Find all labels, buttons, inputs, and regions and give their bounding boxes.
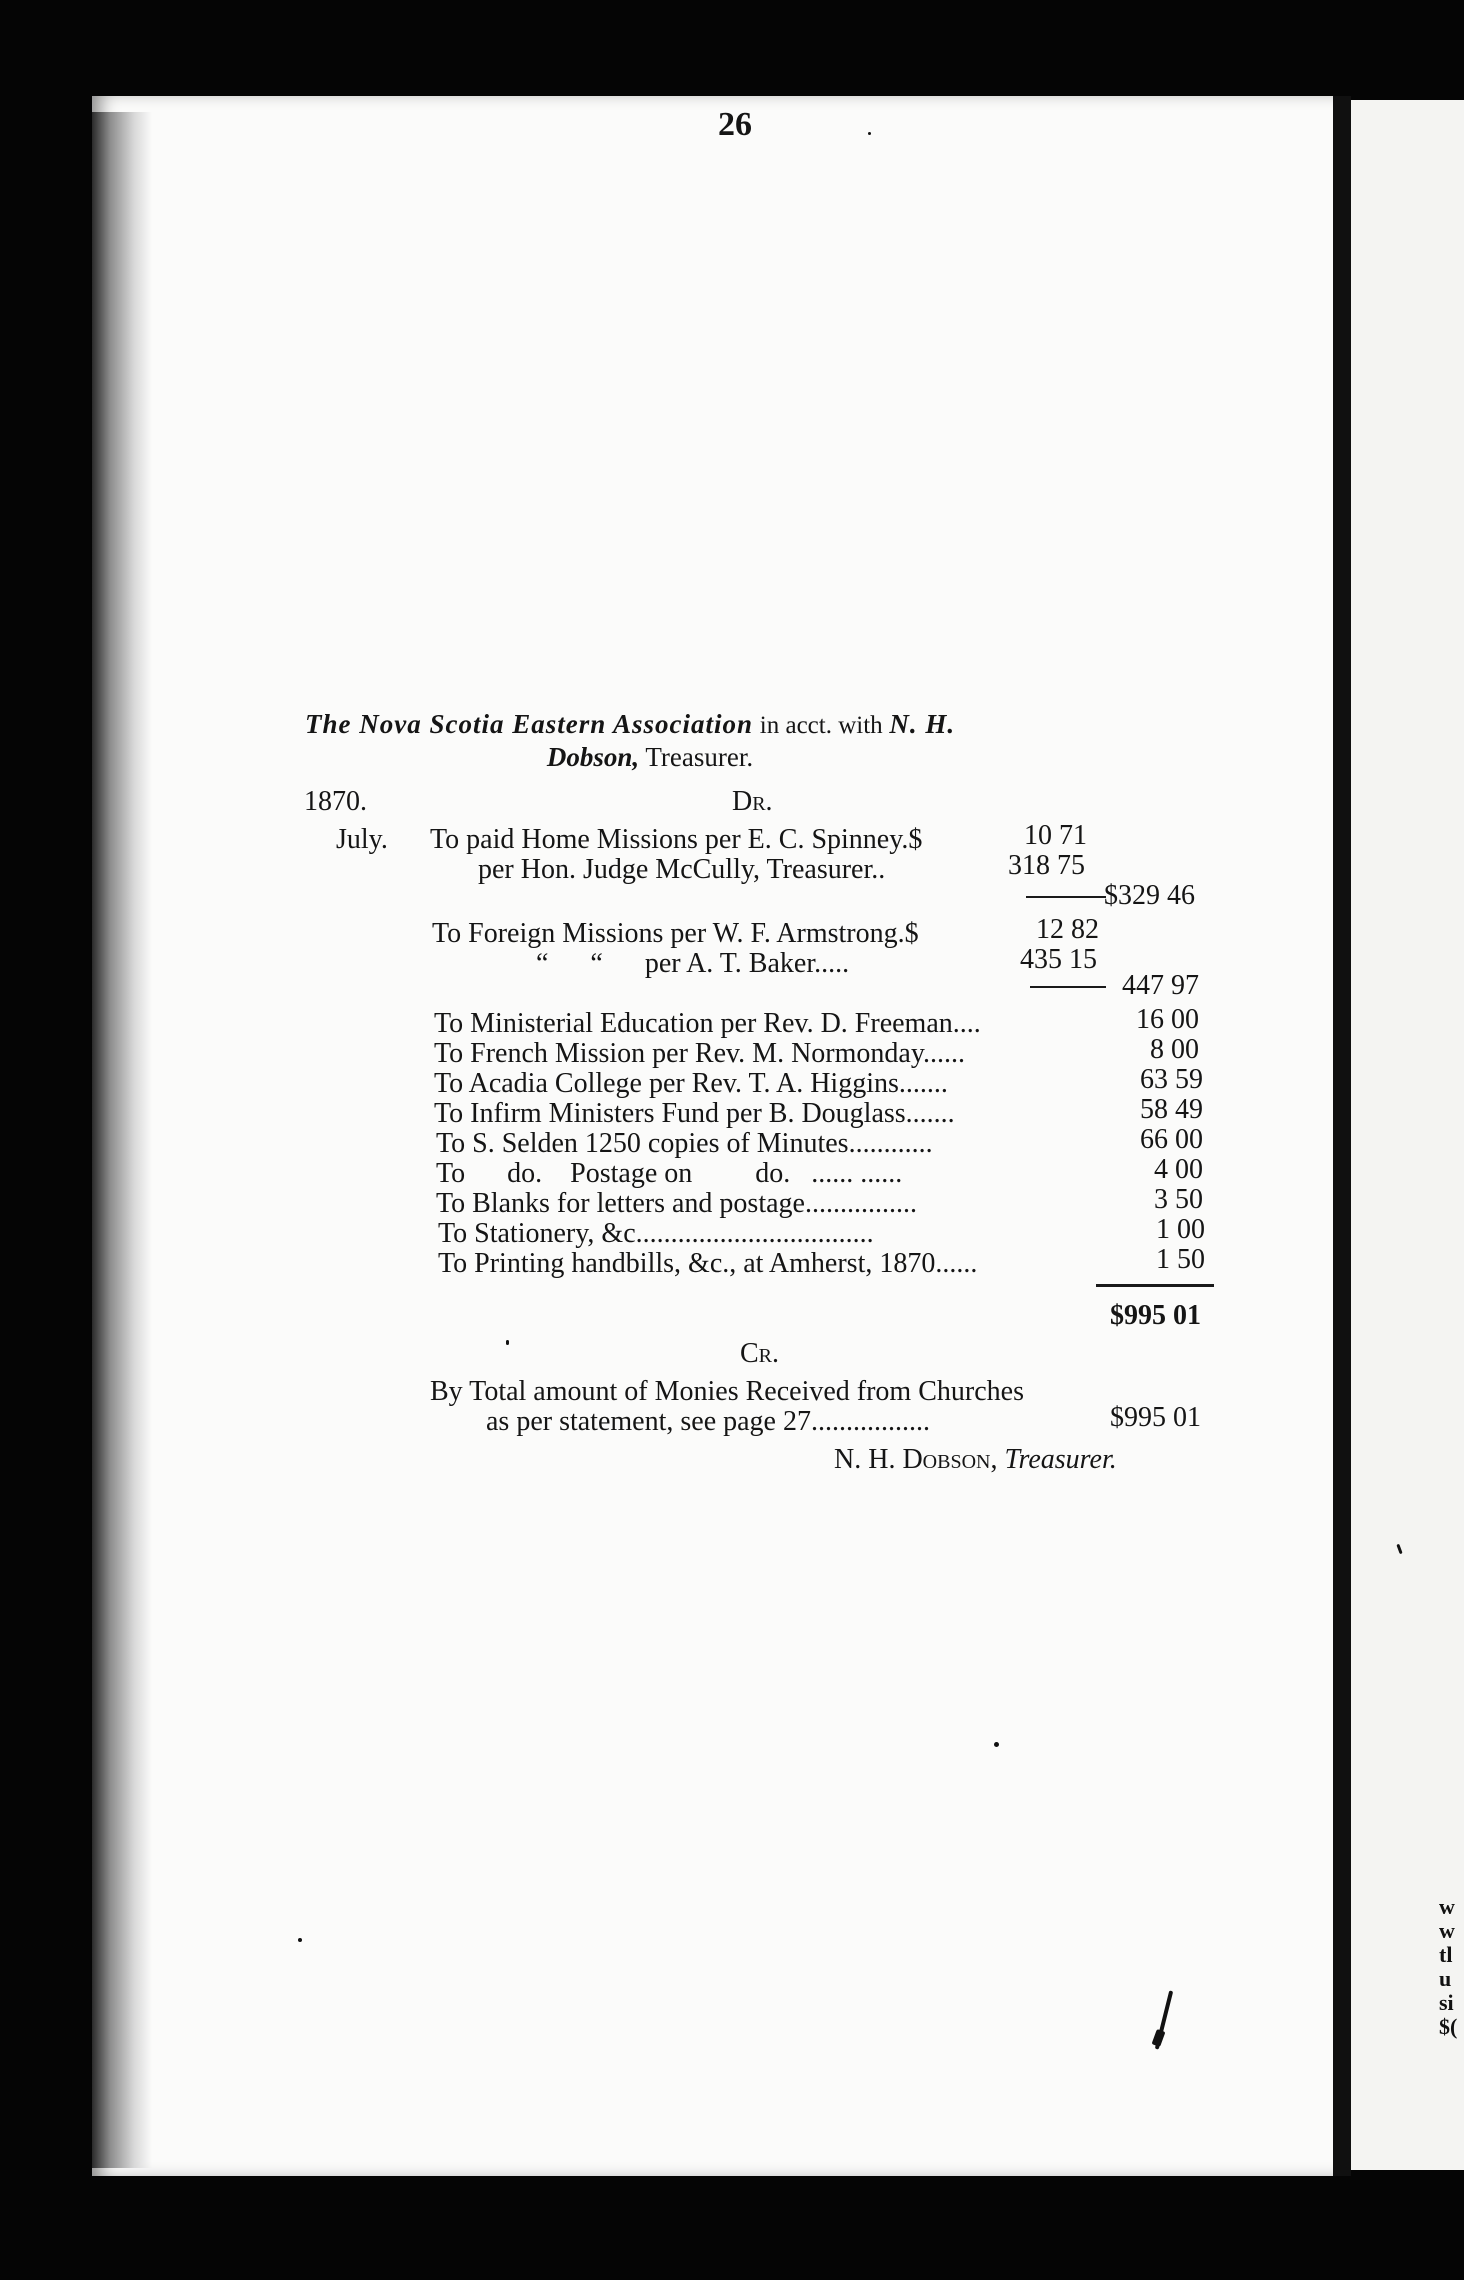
treasurer-role: Treasurer. xyxy=(645,742,754,772)
signature xyxy=(834,1444,1117,1476)
debit-item: To do. Postage on do. ...... ...... xyxy=(436,1158,903,1189)
debit-amount: 66 00 xyxy=(1140,1124,1203,1155)
dr-heading: Dr. xyxy=(732,786,773,817)
next-page-fragment: u xyxy=(1439,1966,1452,1991)
association-name: The Nova Scotia Eastern Association xyxy=(305,709,754,739)
subtotal-rule xyxy=(1030,986,1106,988)
foreign-missions-total: 447 97 xyxy=(1122,970,1199,1001)
total-rule xyxy=(1096,1284,1214,1287)
debit-item: To French Mission per Rev. M. Normonday...... xyxy=(434,1038,966,1069)
month: July. xyxy=(336,824,388,855)
foreign-missions-amount1: 12 82 xyxy=(1036,914,1099,945)
debit-amount: 16 00 xyxy=(1136,1004,1199,1035)
debit-amount: 3 50 xyxy=(1154,1184,1203,1215)
scan-speck xyxy=(868,132,871,135)
credit-amount: $995 01 xyxy=(1110,1402,1201,1433)
home-missions-line2: per Hon. Judge McCully, Treasurer.. xyxy=(478,854,886,885)
scan-speck xyxy=(506,1340,509,1345)
debit-item: To Stationery, &c.................................. xyxy=(438,1218,874,1249)
debit-amount: 58 49 xyxy=(1140,1094,1203,1125)
next-page-edge xyxy=(1351,100,1464,2170)
scan-speck xyxy=(994,1742,999,1747)
debit-amount: 4 00 xyxy=(1154,1154,1203,1185)
page-edge-shadow xyxy=(92,112,152,2168)
signature-role: Treasurer. xyxy=(1004,1444,1117,1475)
page-number: 26 xyxy=(718,106,752,143)
next-page-fragment: $( xyxy=(1439,2014,1458,2039)
foreign-missions-line1: To Foreign Missions per W. F. Armstrong.$ xyxy=(432,918,919,949)
treasurer-surname: Dobson, xyxy=(546,742,640,772)
debit-item: To Printing handbills, &c., at Amherst, 1870...... xyxy=(438,1248,978,1279)
home-missions-line1: To paid Home Missions per E. C. Spinney.$ xyxy=(430,824,923,855)
title-connector: in acct. with xyxy=(759,712,883,739)
treasurer-initials: N. H. xyxy=(889,709,956,739)
account-title-line2 xyxy=(0,742,1382,773)
next-page-fragment: tl xyxy=(1439,1942,1453,1967)
grand-total: $995 01 xyxy=(1110,1300,1201,1331)
credit-line2: as per statement, see page 27................. xyxy=(486,1406,930,1437)
home-missions-total: $329 46 xyxy=(1104,880,1195,911)
next-page-fragment: w xyxy=(1439,1894,1455,1919)
cr-heading: Cr. xyxy=(740,1338,780,1369)
scan-speck xyxy=(298,1938,302,1942)
year: 1870. xyxy=(304,786,367,817)
debit-amount: 1 50 xyxy=(1156,1244,1205,1275)
debit-item: To Infirm Ministers Fund per B. Douglass....... xyxy=(434,1098,955,1129)
foreign-missions-amount2: 435 15 xyxy=(1020,944,1097,975)
debit-amount: 63 59 xyxy=(1140,1064,1203,1095)
debit-item: To Acadia College per Rev. T. A. Higgins....... xyxy=(434,1068,948,1099)
debit-item: To S. Selden 1250 copies of Minutes............ xyxy=(436,1128,933,1159)
next-page-fragment: w xyxy=(1439,1918,1455,1943)
foreign-missions-line2: “ “ per A. T. Baker..... xyxy=(536,948,850,979)
credit-line1: By Total amount of Monies Received from Churches xyxy=(430,1376,1024,1407)
signature-name: N. H. Dobson, xyxy=(834,1444,998,1475)
debit-item: To Blanks for letters and postage................ xyxy=(436,1188,917,1219)
home-missions-amount2: 318 75 xyxy=(1008,850,1085,881)
book-gutter xyxy=(1333,96,1351,2176)
debit-amount: 8 00 xyxy=(1150,1034,1199,1065)
home-missions-amount1: 10 71 xyxy=(1024,820,1087,851)
subtotal-rule xyxy=(1026,896,1106,898)
debit-amount: 1 00 xyxy=(1156,1214,1205,1245)
debit-item: To Ministerial Education per Rev. D. Freeman.... xyxy=(434,1008,981,1039)
next-page-fragment: si xyxy=(1439,1990,1454,2015)
account-title xyxy=(305,706,1215,744)
